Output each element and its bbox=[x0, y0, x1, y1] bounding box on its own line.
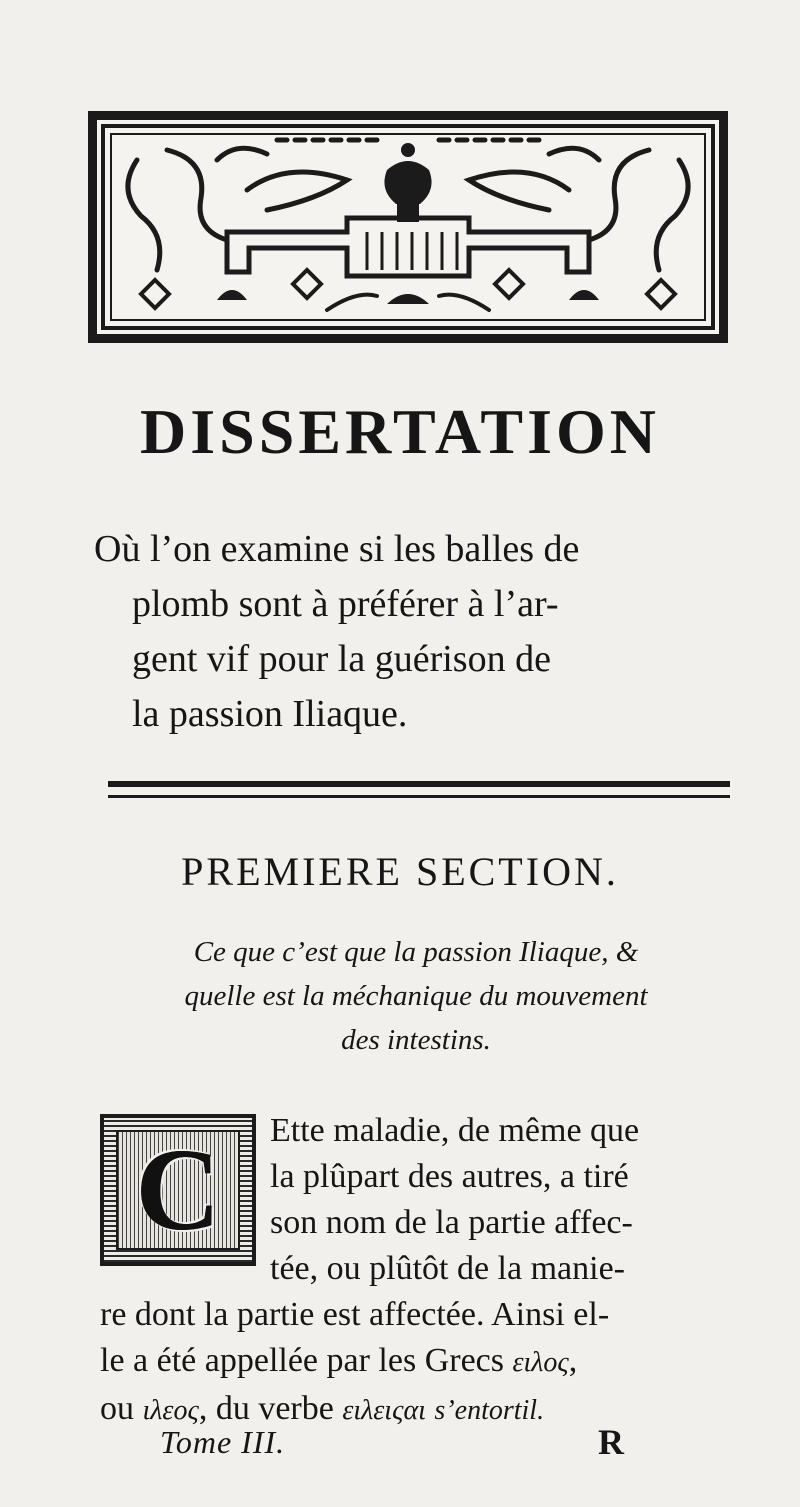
body-line-2: la plûpart des autres, a tiré bbox=[270, 1158, 629, 1195]
body-line-7-end: s’entortil. bbox=[434, 1395, 545, 1426]
ornament-headpiece bbox=[88, 111, 728, 343]
greek-word-3: ειλειςαι bbox=[342, 1395, 426, 1426]
vase-motif bbox=[384, 143, 431, 222]
dissertation-title: DISSERTATION bbox=[140, 396, 660, 467]
section-subtitle-line-1: Ce que c’est que la passion Iliaque, & bbox=[193, 936, 639, 968]
pendant-fans bbox=[217, 290, 599, 304]
page-footer bbox=[0, 1418, 800, 1468]
body-line-4: tée, ou plûtôt de la manie- bbox=[270, 1250, 625, 1287]
section-title: PREMIERE SECTION. bbox=[181, 849, 619, 894]
fret-band bbox=[227, 218, 589, 276]
body-line-3: son nom de la partie affec- bbox=[270, 1204, 633, 1241]
subtitle-line-4: la passion Iliaque. bbox=[132, 693, 408, 735]
body-line-1: Ette maladie, de même que bbox=[270, 1112, 640, 1149]
body-line-7-middle: , du verbe bbox=[198, 1390, 334, 1427]
section-subtitle-line-3: des intestins. bbox=[341, 1024, 491, 1056]
section-subtitle bbox=[96, 930, 736, 1062]
tome-label: Tome III. bbox=[160, 1424, 286, 1460]
body-line-6 bbox=[100, 1338, 750, 1386]
body-paragraph bbox=[100, 1108, 750, 1434]
drop-cap-letter: C bbox=[135, 1124, 221, 1255]
body-line-7-start: ou bbox=[100, 1390, 134, 1427]
body-line-5: re dont la partie est affectée. Ainsi el- bbox=[100, 1296, 610, 1333]
greek-word-1: ειλος bbox=[512, 1347, 569, 1378]
subtitle-line-3: gent vif pour la guérison de bbox=[132, 638, 551, 680]
body-line-6-text: le a été appellée par les Grecs bbox=[100, 1342, 504, 1379]
subtitle-line-2: plomb sont à préférer à l’ar- bbox=[132, 583, 559, 625]
body-line-6-end: , bbox=[568, 1342, 578, 1379]
dissertation-subtitle bbox=[94, 522, 740, 742]
double-rule-thick bbox=[108, 781, 730, 787]
subtitle-line-1: Où l’on examine si les balles de bbox=[94, 528, 580, 570]
signature-mark: R bbox=[598, 1422, 624, 1462]
greek-word-2: ιλεος bbox=[142, 1395, 199, 1426]
section-subtitle-line-2: quelle est la méchanique du mouvement bbox=[184, 980, 648, 1012]
double-rule-thin bbox=[108, 795, 730, 798]
ornament-headpiece-drawing bbox=[97, 120, 719, 334]
